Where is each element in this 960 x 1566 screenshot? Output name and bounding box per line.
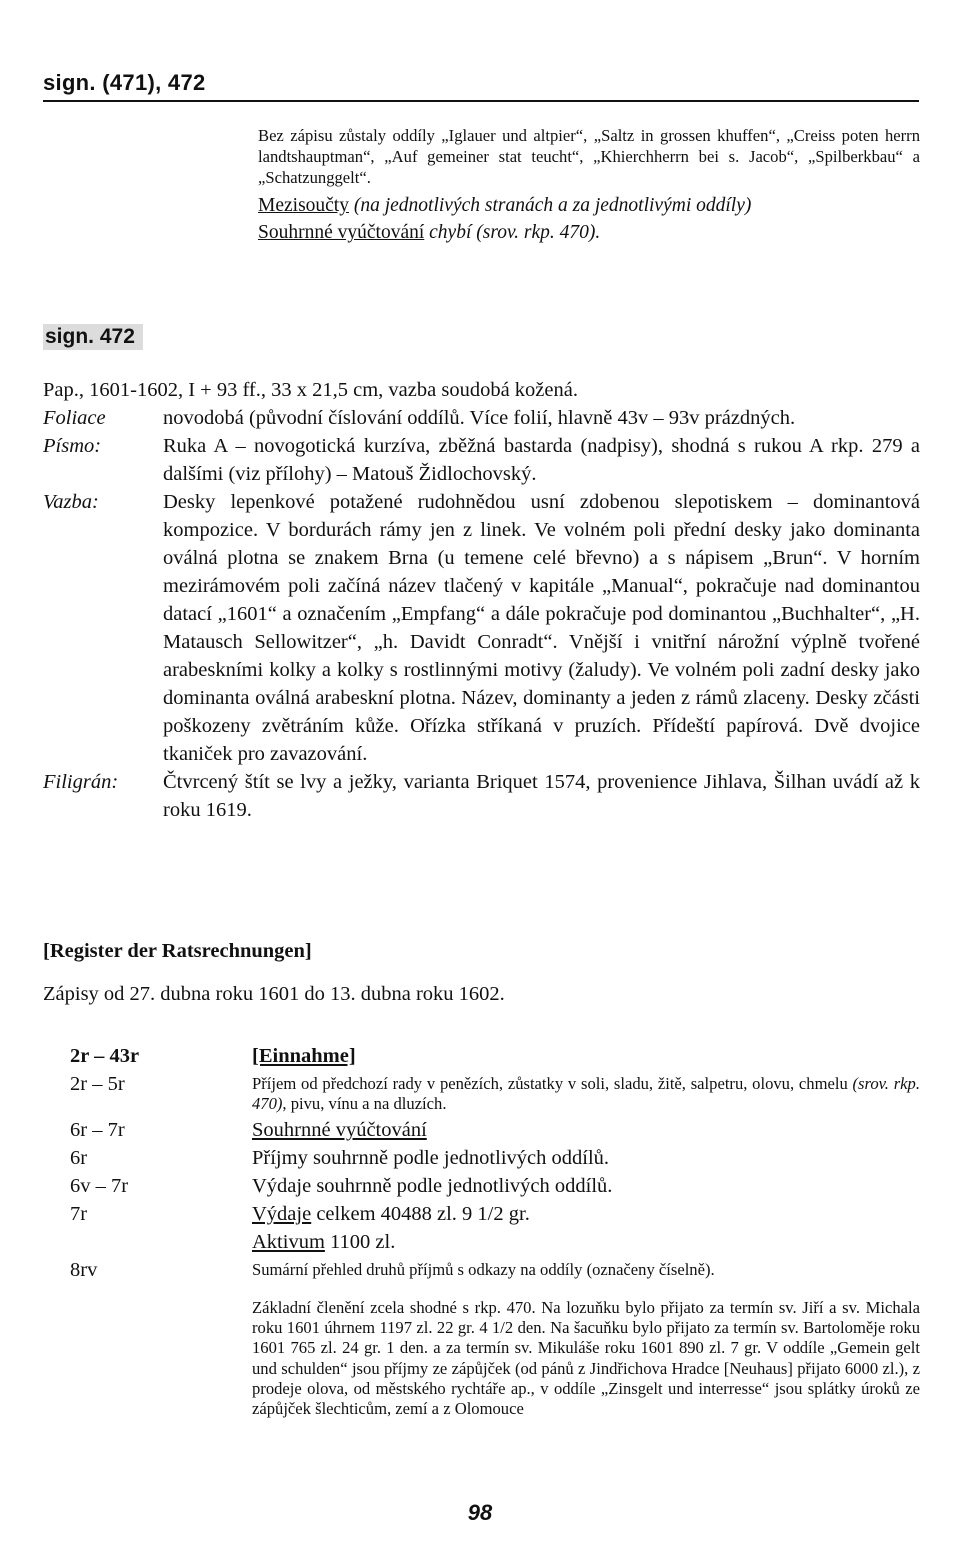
- contents-list: [70, 1042, 920, 1284]
- description-row-foliation: [43, 404, 920, 432]
- subtotals-line: [258, 192, 920, 219]
- subtotals-note: (na jednotlivých stranách a za jednotlivými oddíly): [353, 195, 752, 216]
- toc-text-b: , pivu, vínu a na dluzích.: [282, 1094, 447, 1113]
- toc-folio: 6r: [70, 1147, 88, 1169]
- toc-text-a: Příjem od předchozí rady v penězích, zůstatky v soli, sladu, žitě, salpetru, olovu, chmelu: [252, 1074, 848, 1093]
- toc-text: Výdaje souhrnně podle jednotlivých oddílů.: [252, 1175, 613, 1197]
- register-title: [Register der Ratsrechnungen]: [43, 940, 312, 962]
- toc-row: [70, 1256, 920, 1284]
- toc-text-ref: (srov. rkp. 470): [252, 1074, 920, 1113]
- toc-folio: 6r – 7r: [70, 1119, 125, 1141]
- description-row-watermark: [43, 768, 920, 824]
- toc-folio: 6v – 7r: [70, 1175, 129, 1197]
- foliation-text: novodobá (původní číslování oddílů. Více folií, hlavně 43v – 93v prázdných.: [163, 407, 796, 429]
- toc-folio: 2r – 5r: [70, 1073, 125, 1095]
- page-number: 98: [467, 1500, 493, 1525]
- running-head: sign. (471), 472: [43, 70, 206, 95]
- toc-row: [70, 1144, 920, 1172]
- expenses-label: Výdaje: [252, 1203, 312, 1225]
- description-row-script: [43, 432, 920, 488]
- assets-label: Aktivum: [252, 1231, 325, 1253]
- entries-range: Zápisy od 27. dubna roku 1601 do 13. dubna roku 1602.: [43, 983, 505, 1005]
- watermark-label: Filigrán:: [43, 771, 119, 793]
- toc-folio: 2r – 43r: [70, 1045, 140, 1067]
- sign-badge: sign. 472: [43, 324, 143, 350]
- toc-text: Souhrnné vyúčtování: [252, 1119, 427, 1141]
- subtotals-label: Mezisoučty: [258, 195, 349, 216]
- binding-text: Desky lepenkové potažené rudohnědou usní zdobenou slepotiskem – dominantová kompozice. V bordurách rámy jen z linek. Ve volném poli přední desky jako dominanta oválná plotna se znakem Brna (u temene celé břevno) a s nápisem „Brun“. V horním mezirámovém poli začíná název tlačený v kapitále „Manual“, pokračuje nad dominantou datací „1601“ a označením „Empfang“ a dále pokračuje pod dominantou „Buchhalter“, „H. Matausch Sellowitzer“, „h. Davidt Conradt“. Vnější i vnitřní nárožní výplně tvořené arabeskními kolky a kolky s rostlinnými motivy (žaludy). Ve volném poli zadní desky jako dominanta oválná arabeskní plotna. Název, dominanty a jeden z rámů zlaceny. Desky zčásti poškozeny zvětráním kůže. Ořízka stříkaná v pruzích. Přídeští papírová. Dvě dvojice tkaniček pro zavazování.: [163, 491, 920, 765]
- summary-note: chybí (srov. rkp. 470).: [429, 222, 601, 243]
- toc-text: Sumární přehled druhů příjmů s odkazy na oddíly (označeny číselně).: [252, 1260, 715, 1279]
- toc-text: [252, 1200, 920, 1228]
- toc-text: Příjmy souhrnně podle jednotlivých oddílů.: [252, 1147, 610, 1169]
- extra-paragraph: Základní členění zcela shodné s rkp. 470. Na lozuňku bylo přijato za termín sv. Jiří a sv. Michala roku 1601 úhrnem 1197 zl. 22 gr. 4 1/2 den. Na šacuňku bylo přijato za termín sv. Bartoloměje roku 1601 765 zl. 24 gr. 1 den. a za termín sv. Mikuláše roku 1601 890 zl. 7 gr. V oddíle „Gemein gelt und schulden“ jsou příjmy ze zápůjček (od pánů z Jindřichova Hradce [Neuhaus] přijato 6000 zl.), z prodeje olova, od městského rychtáře ap., v oddíle „Zinsgelt und interresse“ jsou splátky úroků ze zápůjček šlechticům, zemí a z Olomouce: [252, 1298, 920, 1419]
- toc-row: [70, 1116, 920, 1144]
- binding-label: Vazba:: [43, 491, 99, 513]
- toc-row: [70, 1070, 920, 1114]
- toc-text: [252, 1228, 920, 1256]
- toc-folio: 8rv: [70, 1259, 98, 1281]
- toc-row: [70, 1200, 920, 1228]
- intro-block: [258, 125, 920, 246]
- summary-label: Souhrnné vyúčtování: [258, 222, 425, 243]
- toc-text: [252, 1070, 920, 1114]
- toc-row: [70, 1042, 920, 1070]
- script-label: Písmo:: [43, 435, 102, 457]
- manuscript-description: [43, 376, 920, 824]
- watermark-text: Čtvrcený štít se lvy a ježky, varianta Briquet 1574, provenience Jihlava, Šilhan uvádí až k roku 1619.: [163, 771, 920, 821]
- toc-folio: 7r: [70, 1203, 88, 1225]
- description-row-binding: [43, 488, 920, 768]
- expenses-value: celkem 40488 zl. 9 1/2 gr.: [316, 1203, 530, 1225]
- script-text: Ruka A – novogotická kurzíva, zběžná bastarda (nadpisy), shodná s rukou A rkp. 279 a dalšími (viz přílohy) – Matouš Židlochovský.: [163, 435, 920, 485]
- summary-line: [258, 219, 920, 246]
- header-rule: [43, 100, 919, 102]
- foliation-label: Foliace: [43, 407, 106, 429]
- intro-paragraph: Bez zápisu zůstaly oddíly „Iglauer und altpier“, „Saltz in grossen khuffen“, „Creiss poten herrn landtshauptman“, „Auf gemeiner stat teucht“, „Khierchherrn bei s. Jacob“, „Spilberkbau“ a „Schatzunggelt“.: [258, 126, 920, 187]
- assets-value: 1100 zl.: [330, 1231, 396, 1253]
- physical-description: Pap., 1601-1602, I + 93 ff., 33 x 21,5 cm, vazba soudobá kožená.: [43, 379, 578, 401]
- toc-heading: [Einnahme]: [252, 1045, 356, 1067]
- toc-row: [70, 1228, 920, 1256]
- toc-row: [70, 1172, 920, 1200]
